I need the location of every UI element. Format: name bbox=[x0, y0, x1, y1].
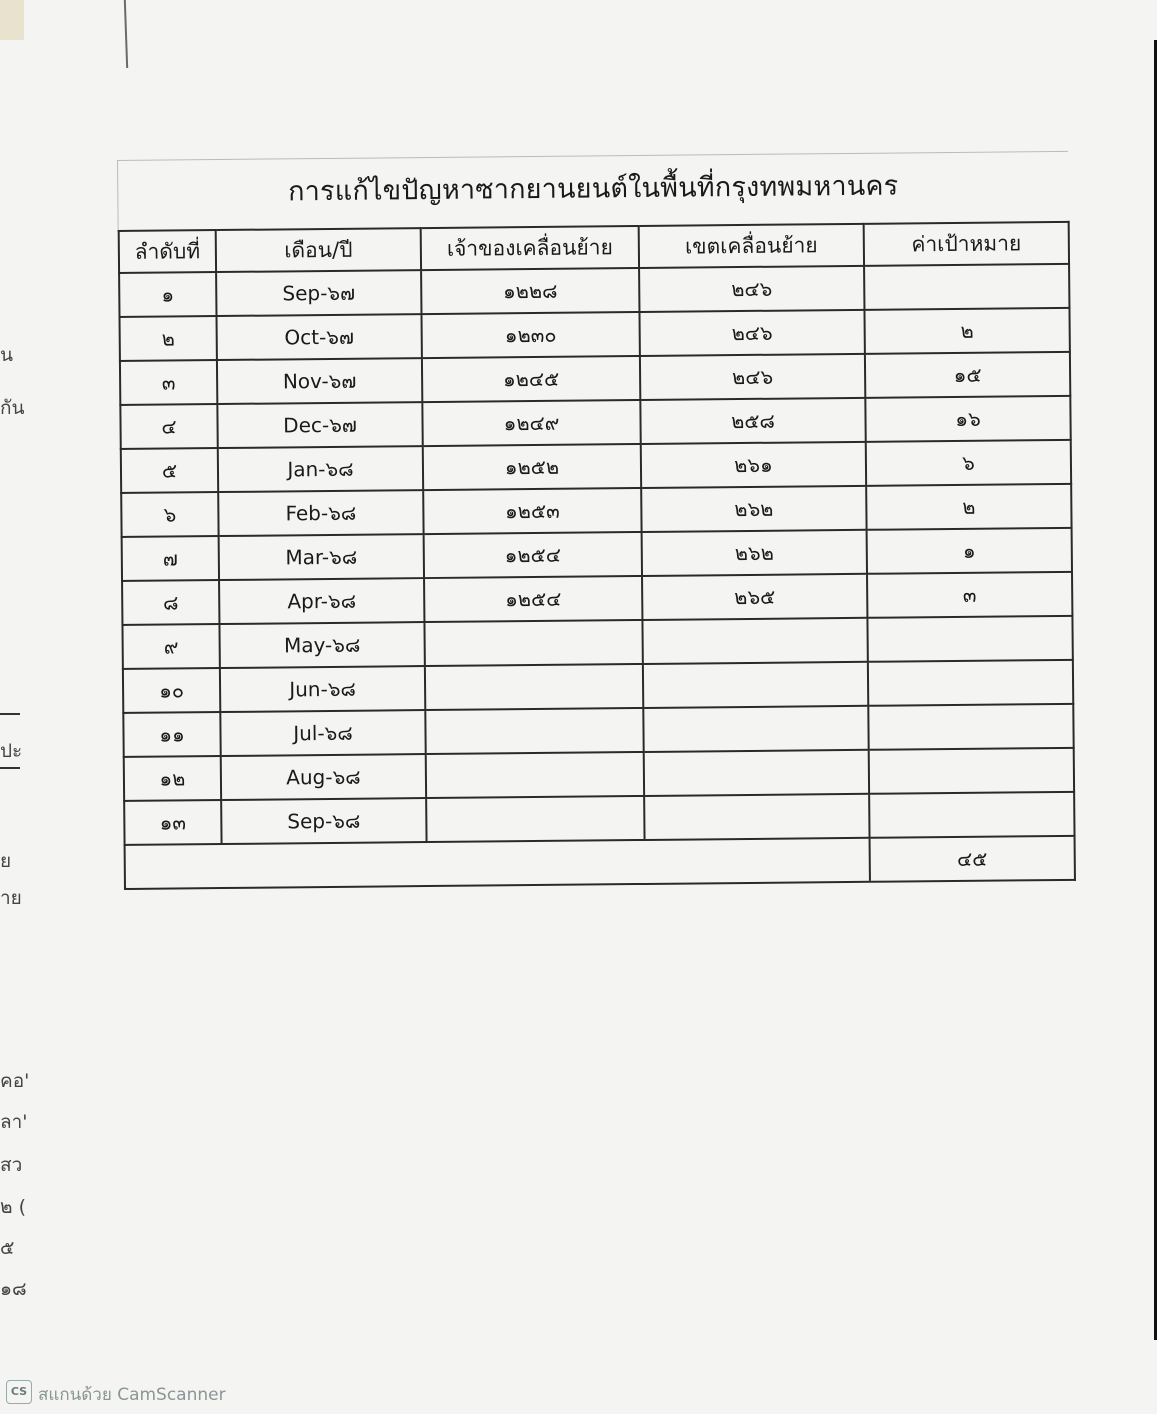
margin-fragment: น bbox=[0, 344, 13, 366]
cell-owner: ๑๒๓๐ bbox=[421, 312, 639, 358]
total-label-cell bbox=[125, 838, 870, 889]
cell-district: ๒๔๖ bbox=[640, 354, 865, 400]
cell-month: Jun-๖๘ bbox=[220, 666, 425, 712]
header-district-moved: เขตเคลื่อนย้าย bbox=[639, 224, 864, 268]
header-no: ลำดับที่ bbox=[119, 230, 216, 273]
cell-month: Nov-๖๗ bbox=[217, 358, 422, 404]
margin-fragment: าย bbox=[0, 887, 22, 909]
cell-owner bbox=[426, 752, 644, 798]
margin-rule bbox=[0, 767, 20, 769]
cell-district bbox=[644, 750, 869, 796]
scan-edge-line bbox=[124, 0, 128, 68]
cell-target bbox=[868, 660, 1073, 706]
cell-owner: ๑๒๒๘ bbox=[421, 268, 639, 314]
title-box bbox=[117, 151, 1069, 231]
cell-month: Apr-๖๘ bbox=[219, 578, 424, 624]
total-row bbox=[125, 836, 1075, 889]
cell-month: Feb-๖๘ bbox=[218, 490, 423, 536]
cell-month: Oct-๖๗ bbox=[217, 314, 422, 360]
cell-month: Sep-๖๘ bbox=[221, 798, 426, 844]
cell-district: ๒๕๘ bbox=[640, 398, 865, 444]
cell-owner: ๑๒๔๙ bbox=[422, 400, 640, 446]
cell-month: Jan-๖๘ bbox=[218, 446, 423, 492]
cell-target bbox=[869, 792, 1074, 838]
cell-target bbox=[869, 748, 1074, 794]
cell-target bbox=[864, 264, 1069, 310]
margin-fragment: คอ' bbox=[0, 1070, 30, 1092]
cell-no: ๙ bbox=[122, 624, 219, 669]
cell-no: ๑๓ bbox=[124, 800, 221, 845]
cell-owner bbox=[424, 620, 642, 666]
header-month: เดือน/ปี bbox=[216, 228, 421, 272]
vehicle-removal-table bbox=[118, 221, 1076, 890]
cell-target: ๑๕ bbox=[865, 352, 1070, 398]
cell-owner: ๑๒๕๒ bbox=[423, 444, 641, 490]
cell-owner: ๑๒๕๓ bbox=[423, 488, 641, 534]
cell-month: Sep-๖๗ bbox=[216, 270, 421, 316]
cell-owner: ๑๒๕๔ bbox=[424, 576, 642, 622]
cell-district: ๒๔๖ bbox=[639, 266, 864, 312]
cell-no: ๑๐ bbox=[123, 668, 220, 713]
cell-month: Aug-๖๘ bbox=[221, 754, 426, 800]
cell-target bbox=[867, 616, 1072, 662]
camscanner-watermark: สแกนด้วย CamScanner bbox=[38, 1385, 226, 1405]
cell-owner: ๑๒๔๕ bbox=[422, 356, 640, 402]
cell-district bbox=[642, 618, 867, 664]
header-target: ค่าเป้าหมาย bbox=[864, 222, 1069, 266]
cell-target: ๖ bbox=[866, 440, 1071, 486]
cell-district bbox=[643, 662, 868, 708]
cell-no: ๕ bbox=[121, 448, 218, 493]
margin-fragment: ๑๘ bbox=[0, 1278, 27, 1300]
cell-target bbox=[868, 704, 1073, 750]
margin-fragment: กัน bbox=[0, 397, 25, 419]
cell-district bbox=[644, 794, 869, 840]
total-target: ๔๕ bbox=[870, 836, 1075, 882]
cell-month: Mar-๖๘ bbox=[219, 534, 424, 580]
cell-district: ๒๖๕ bbox=[642, 574, 867, 620]
document-title: การแก้ไขปัญหาซากยานยนต์ในพื้นที่กรุงทพมหานคร bbox=[288, 170, 899, 208]
cell-district bbox=[643, 706, 868, 752]
scan-corner-shadow bbox=[0, 0, 24, 40]
cell-target: ๒ bbox=[864, 308, 1069, 354]
cell-owner bbox=[425, 708, 643, 754]
margin-fragment: ลา' bbox=[0, 1111, 28, 1133]
margin-fragment: ๕ bbox=[0, 1237, 15, 1259]
cell-target: ๓ bbox=[867, 572, 1072, 618]
cell-district: ๒๔๖ bbox=[639, 310, 864, 356]
cell-district: ๒๖๑ bbox=[641, 442, 866, 488]
margin-fragment: ๒ ( bbox=[0, 1196, 26, 1218]
cell-target: ๑๖ bbox=[865, 396, 1070, 442]
camscanner-logo: CS bbox=[6, 1380, 32, 1404]
margin-rule bbox=[0, 713, 20, 715]
cell-month: Dec-๖๗ bbox=[217, 402, 422, 448]
cell-no: ๖ bbox=[121, 492, 218, 537]
margin-fragment: ย bbox=[0, 850, 12, 872]
cell-no: ๔ bbox=[120, 404, 217, 449]
cell-owner bbox=[425, 664, 643, 710]
cell-district: ๒๖๒ bbox=[641, 486, 866, 532]
cell-no: ๑๒ bbox=[124, 756, 221, 801]
cell-target: ๑ bbox=[867, 528, 1072, 574]
cell-target: ๒ bbox=[866, 484, 1071, 530]
header-owner-moved: เจ้าของเคลื่อนย้าย bbox=[421, 226, 639, 270]
cell-no: ๗ bbox=[122, 536, 219, 581]
cell-no: ๓ bbox=[120, 360, 217, 405]
document-page bbox=[117, 151, 1074, 892]
cell-month: May-๖๘ bbox=[219, 622, 424, 668]
margin-fragment: สว bbox=[0, 1154, 23, 1176]
cell-owner bbox=[426, 796, 644, 842]
cell-no: ๑ bbox=[119, 272, 216, 317]
cell-district: ๒๖๒ bbox=[642, 530, 867, 576]
cell-owner: ๑๒๕๔ bbox=[424, 532, 642, 578]
margin-fragment: ปะ bbox=[0, 740, 23, 762]
cell-no: ๑๑ bbox=[123, 712, 220, 757]
cell-month: Jul-๖๘ bbox=[220, 710, 425, 756]
cell-no: ๒ bbox=[120, 316, 217, 361]
cell-no: ๘ bbox=[122, 580, 219, 625]
